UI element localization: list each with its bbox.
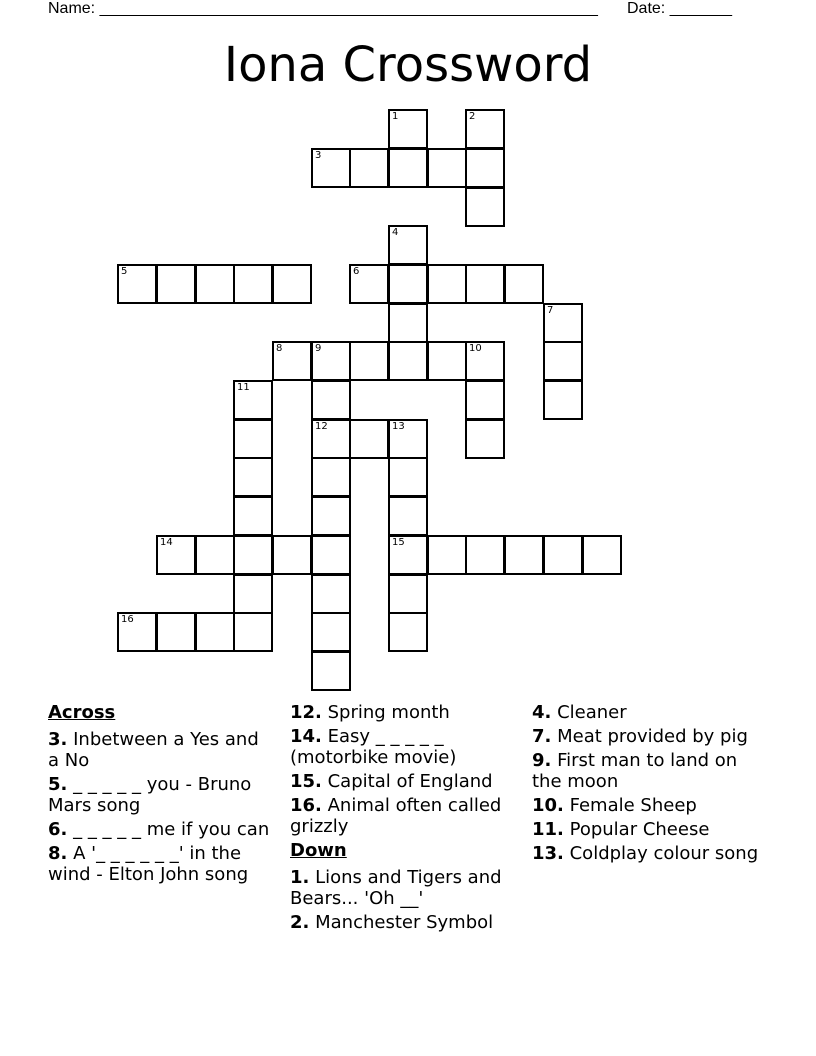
grid-cell[interactable] bbox=[504, 264, 544, 304]
grid-cell[interactable] bbox=[117, 264, 157, 304]
grid-cell[interactable] bbox=[349, 148, 389, 188]
clue-number: 16. bbox=[290, 795, 322, 816]
clue-item bbox=[290, 771, 520, 792]
grid-cell[interactable] bbox=[465, 341, 505, 381]
clue-item bbox=[48, 843, 273, 885]
grid-cell[interactable] bbox=[465, 187, 505, 227]
date-field[interactable]: Date: _______ bbox=[627, 0, 732, 17]
grid-cell[interactable] bbox=[311, 380, 351, 420]
grid-cell[interactable] bbox=[388, 264, 428, 304]
grid-cell[interactable] bbox=[311, 535, 351, 575]
grid-cell[interactable] bbox=[311, 341, 351, 381]
grid-cell[interactable] bbox=[543, 303, 583, 343]
grid-cell[interactable] bbox=[465, 535, 505, 575]
grid-cell[interactable] bbox=[311, 574, 351, 614]
clue-number-label: 1 bbox=[392, 111, 399, 122]
clue-item bbox=[48, 729, 273, 771]
down-clue-list bbox=[290, 867, 520, 933]
grid-cell[interactable] bbox=[504, 535, 544, 575]
clue-text: Cleaner bbox=[551, 702, 627, 723]
grid-cell[interactable] bbox=[272, 341, 312, 381]
clue-text: Female Sheep bbox=[563, 795, 697, 816]
grid-cell[interactable] bbox=[233, 535, 273, 575]
clue-number-label: 15 bbox=[392, 537, 405, 548]
clue-item bbox=[532, 819, 767, 840]
clue-number-label: 14 bbox=[160, 537, 173, 548]
grid-cell[interactable] bbox=[427, 148, 467, 188]
clue-item bbox=[532, 795, 767, 816]
clue-column-1 bbox=[48, 702, 273, 888]
grid-cell[interactable] bbox=[427, 264, 467, 304]
clue-text: Lions and Tigers and Bears... 'Oh __' bbox=[290, 867, 502, 909]
grid-cell[interactable] bbox=[311, 651, 351, 691]
grid-cell[interactable] bbox=[311, 496, 351, 536]
clue-item bbox=[532, 702, 767, 723]
grid-cell[interactable] bbox=[195, 264, 235, 304]
clue-number: 3. bbox=[48, 729, 68, 750]
clue-text: First man to land on the moon bbox=[532, 750, 738, 792]
clue-number: 1. bbox=[290, 867, 310, 888]
grid-cell[interactable] bbox=[311, 419, 351, 459]
grid-cell[interactable] bbox=[388, 148, 428, 188]
grid-cell[interactable] bbox=[465, 380, 505, 420]
grid-cell[interactable] bbox=[349, 264, 389, 304]
clue-item bbox=[48, 819, 273, 840]
across-clue-list bbox=[48, 729, 273, 885]
grid-cell[interactable] bbox=[427, 535, 467, 575]
clue-number: 4. bbox=[532, 702, 552, 723]
clue-number: 15. bbox=[290, 771, 322, 792]
clue-number-label: 10 bbox=[469, 343, 482, 354]
grid-cell[interactable] bbox=[465, 264, 505, 304]
clue-item bbox=[532, 726, 767, 747]
grid-cell[interactable] bbox=[117, 612, 157, 652]
clue-text: Animal often called grizzly bbox=[290, 795, 502, 837]
clue-number: 8. bbox=[48, 843, 68, 864]
clue-number: 11. bbox=[532, 819, 564, 840]
clue-text: _ _ _ _ _ me if you can bbox=[67, 819, 270, 840]
clue-text: Capital of England bbox=[321, 771, 493, 792]
grid-cell[interactable] bbox=[233, 380, 273, 420]
grid-cell[interactable] bbox=[543, 380, 583, 420]
clue-number-label: 6 bbox=[353, 266, 360, 277]
grid-cell[interactable] bbox=[272, 264, 312, 304]
grid-cell[interactable] bbox=[465, 109, 505, 149]
clue-item bbox=[290, 867, 520, 909]
clue-text: Manchester Symbol bbox=[309, 912, 494, 933]
grid-cell[interactable] bbox=[388, 612, 428, 652]
clue-number-label: 4 bbox=[392, 227, 399, 238]
grid-cell[interactable] bbox=[233, 574, 273, 614]
across-clue-list-continued bbox=[290, 702, 520, 837]
clue-number: 13. bbox=[532, 843, 564, 864]
clue-item bbox=[290, 912, 520, 933]
grid-cell[interactable] bbox=[233, 496, 273, 536]
clue-number-label: 3 bbox=[315, 150, 322, 161]
clue-number: 14. bbox=[290, 726, 322, 747]
clue-item bbox=[290, 726, 520, 768]
clue-number-label: 8 bbox=[276, 343, 283, 354]
clue-number: 6. bbox=[48, 819, 68, 840]
clue-number-label: 16 bbox=[121, 614, 134, 625]
clue-text: _ _ _ _ _ you - Bruno Mars song bbox=[48, 774, 252, 816]
clue-number: 7. bbox=[532, 726, 552, 747]
grid-cell[interactable] bbox=[233, 612, 273, 652]
grid-cell[interactable] bbox=[233, 419, 273, 459]
clue-number-label: 13 bbox=[392, 421, 405, 432]
grid-cell[interactable] bbox=[272, 535, 312, 575]
across-heading: Across bbox=[48, 702, 116, 723]
clue-number: 10. bbox=[532, 795, 564, 816]
grid-cell[interactable] bbox=[195, 535, 235, 575]
grid-cell[interactable] bbox=[311, 457, 351, 497]
grid-cell[interactable] bbox=[311, 612, 351, 652]
grid-cell[interactable] bbox=[156, 264, 196, 304]
grid-cell[interactable] bbox=[233, 457, 273, 497]
grid-cell[interactable] bbox=[465, 419, 505, 459]
clue-text: Spring month bbox=[321, 702, 450, 723]
grid-cell[interactable] bbox=[388, 419, 428, 459]
clue-number-label: 12 bbox=[315, 421, 328, 432]
clue-text: Meat provided by pig bbox=[551, 726, 748, 747]
grid-cell[interactable] bbox=[195, 612, 235, 652]
clue-number: 5. bbox=[48, 774, 68, 795]
grid-cell[interactable] bbox=[543, 341, 583, 381]
grid-cell[interactable] bbox=[156, 535, 196, 575]
clue-number: 2. bbox=[290, 912, 310, 933]
grid-cell[interactable] bbox=[349, 419, 389, 459]
grid-cell[interactable] bbox=[388, 109, 428, 149]
clue-number: 12. bbox=[290, 702, 322, 723]
grid-cell[interactable] bbox=[427, 341, 467, 381]
down-clue-list-continued bbox=[532, 702, 767, 864]
clue-item bbox=[532, 750, 767, 792]
clue-text: A '_ _ _ _ _ _' in the wind - Elton John song bbox=[48, 843, 249, 885]
page-title: Iona Crossword bbox=[223, 37, 593, 93]
clue-text: Popular Cheese bbox=[563, 819, 710, 840]
grid-cell[interactable] bbox=[388, 496, 428, 536]
down-heading: Down bbox=[290, 840, 347, 861]
grid-cell[interactable] bbox=[233, 264, 273, 304]
grid-cell[interactable] bbox=[388, 303, 428, 343]
grid-cell[interactable] bbox=[582, 535, 622, 575]
clue-item bbox=[290, 795, 520, 837]
clue-number-label: 11 bbox=[237, 382, 250, 393]
grid-cell[interactable] bbox=[388, 457, 428, 497]
clue-text: Easy _ _ _ _ _ (motorbike movie) bbox=[290, 726, 457, 768]
clue-item bbox=[290, 702, 520, 723]
grid-cell[interactable] bbox=[156, 612, 196, 652]
clue-column-2 bbox=[290, 702, 520, 936]
name-field[interactable]: Name: ________________________________________________________ bbox=[48, 0, 598, 17]
clue-number-label: 9 bbox=[315, 343, 322, 354]
clue-number-label: 7 bbox=[547, 305, 554, 316]
clue-item bbox=[48, 774, 273, 816]
grid-cell[interactable] bbox=[388, 535, 428, 575]
grid-cell[interactable] bbox=[543, 535, 583, 575]
clue-number-label: 5 bbox=[121, 266, 128, 277]
grid-cell[interactable] bbox=[311, 148, 351, 188]
grid-cell[interactable] bbox=[465, 148, 505, 188]
grid-cell[interactable] bbox=[349, 341, 389, 381]
clue-text: Coldplay colour song bbox=[563, 843, 759, 864]
clue-column-3 bbox=[532, 702, 767, 867]
grid-cell[interactable] bbox=[388, 574, 428, 614]
clue-number-label: 2 bbox=[469, 111, 476, 122]
clue-text: Inbetween a Yes and a No bbox=[48, 729, 259, 771]
clue-number: 9. bbox=[532, 750, 552, 771]
grid-cell[interactable] bbox=[388, 341, 428, 381]
clue-item bbox=[532, 843, 767, 864]
grid-cell[interactable] bbox=[388, 225, 428, 265]
